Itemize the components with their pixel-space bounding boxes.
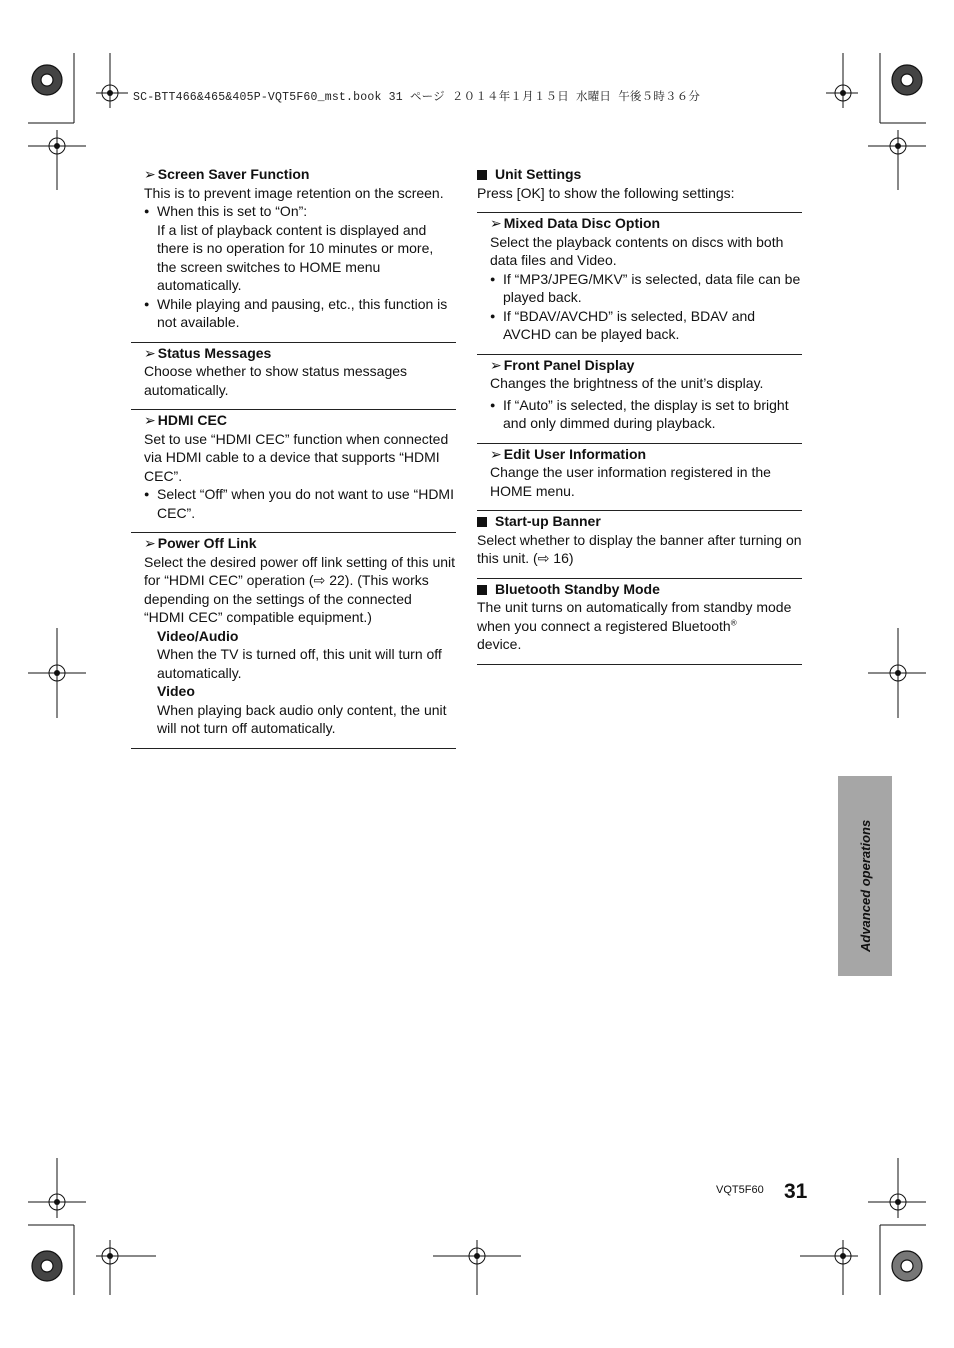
hdmi-cec-body: Set to use “HDMI CEC” function when connected via HDMI cable to a device that supports “HDMI CEC”. [144,430,449,484]
option-heading: Video/Audio [157,627,239,644]
square-bullet-icon [477,517,487,527]
screen-saver-intro: This is to prevent image retention on the screen. [144,184,444,201]
page-number: 31 [784,1180,808,1203]
section-title [490,445,802,464]
status-messages-body: Choose whether to show status messages automatically. [144,363,408,398]
list-item: ● Select “Off” when you do not want to use “HDMI CEC”. [144,485,456,522]
power-off-link-body: Select the desired power off link setting of this unit for “HDMI CEC” operation (⇨ 22). (This works depending on the settings of the connected “HDMI CEC” compatible equipment.) [144,553,456,625]
startup-banner-body: Select whether to display the banner after turning on this unit. (⇨ 16) [477,531,802,566]
bluetooth-body-text: The unit turns on automatically from standby mode when you connect a registered Bluetooth [477,599,792,634]
startup-banner-title: Start-up Banner [495,513,601,529]
screen-saver-title: Screen Saver Function [157,166,310,182]
list-item [144,202,456,295]
edit-user-section [477,443,802,511]
arrow-icon: ➢ [490,445,502,462]
unit-settings-subsections [477,212,802,511]
bluetooth-standby-block [477,580,802,665]
model-code: VQT5F60 [716,1184,764,1196]
edit-user-body: Change the user information registered in the HOME menu. [490,464,771,499]
front-panel-body: Changes the brightness of the unit’s display. [490,375,764,391]
left-column [131,164,456,749]
mixed-data-section [477,214,802,354]
section-title [144,344,456,363]
edit-user-title: Edit User Information [503,445,647,462]
section-title [477,580,802,599]
arrow-icon: ➢ [144,344,156,361]
bluetooth-standby-title: Bluetooth Standby Mode [495,580,660,597]
section-title [144,534,456,553]
power-off-link-title: Power Off Link [157,535,257,551]
side-tab-label: Advanced operations [858,819,873,952]
section-title [477,512,802,531]
status-messages-title: Status Messages [157,344,272,361]
arrow-icon: ➢ [490,356,502,373]
arrow-icon: ➢ [490,215,502,231]
print-header-info: SC-BTT466&465&405P-VQT5F60_mst.book 31 ページ ２０１４年１月１５日 水曜日 午後５時３６分 [133,91,701,104]
section-title [490,214,802,233]
bluetooth-standby-body [477,598,802,654]
arrow-icon: ➢ [144,412,156,428]
list-item: ● If “MP3/JPEG/MKV” is selected, data file can be played back. [490,270,802,307]
arrow-icon: ➢ [144,166,156,182]
list-item: ● While playing and pausing, etc., this function is not available. [144,295,456,332]
unit-settings-title: Unit Settings [495,166,582,182]
option-body: When playing back audio only content, the unit will not turn off automatically. [157,701,447,736]
unit-settings-block [477,165,802,212]
option-body: When the TV is turned off, this unit will turn off automatically. [157,646,442,681]
status-messages-section [131,342,456,410]
mixed-data-title: Mixed Data Disc Option [503,215,661,231]
side-tab [838,776,892,976]
arrow-icon: ➢ [144,535,156,551]
hdmi-cec-title: HDMI CEC [157,412,227,428]
unit-settings-body: Press [OK] to show the following settings: [477,184,735,201]
bullet-head: ● When this is set to “On”: [157,203,308,219]
square-bullet-icon [477,585,487,595]
front-panel-title: Front Panel Display [503,356,635,373]
screen-saver-section [131,165,456,342]
list-item: ● If “Auto” is selected, the display is set to bright and only dimmed during playback. [490,396,802,433]
bluetooth-body-end: device. [477,636,522,652]
section-title [490,356,802,375]
bullet-body: If a list of playback content is displayed and there is no operation for 10 minutes or more, the screen switches to HOME menu automatically. [157,221,434,293]
power-off-link-section [131,532,456,748]
registered-mark: ® [730,617,737,627]
square-bullet-icon [477,170,487,180]
front-panel-section [477,354,802,443]
right-column [477,164,802,665]
mixed-data-body: Select the playback contents on discs with both data files and Video. [490,233,784,268]
option-heading: Video [157,683,195,699]
startup-banner-block [477,512,802,579]
section-title [477,165,802,184]
section-title [144,165,456,184]
list-item: ● If “BDAV/AVCHD” is selected, BDAV and AVCHD can be played back. [490,307,802,344]
hdmi-cec-section [131,409,456,532]
section-title [144,411,456,430]
